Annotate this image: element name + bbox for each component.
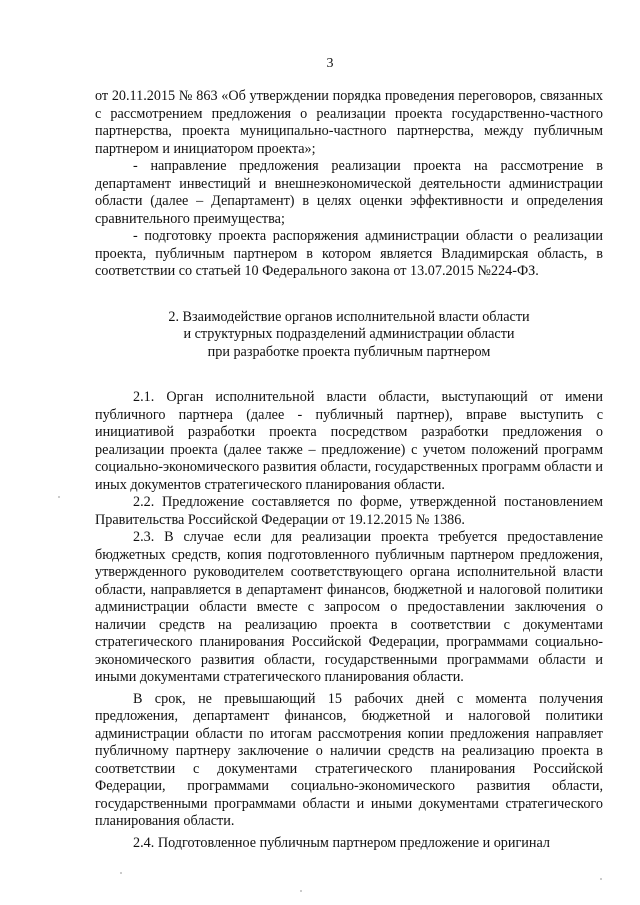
paragraph-2-4: 2.4. Подготовленное публичным партнером предложение и оригинал <box>133 834 550 851</box>
section-heading-line: 2. Взаимодействие органов исполнительной власти области <box>168 308 530 325</box>
section-heading-line: и структурных подразделений администрации области <box>183 326 515 342</box>
scan-speck <box>300 890 302 892</box>
section-heading-line: при разработке проекта публичным партнером <box>207 343 491 360</box>
paragraph-2-3: 2.3. В случае если для реализации проекта требуется предоставление бюджетных средств, копия подготовленного публичным партнером предложения, утвержденного руководителем соответствующего органа исполнительной власти области, направляется в департамент финансов, бюджетной и налоговой политики администрации области вместе с запросом о предоставлении заключения о наличии средств на реализацию проекта в соответствии с документами стратегического планирования Российской Федерации, программами социально-экономического развития области, государственными программами области и иными документами стратегического планирования области. <box>95 529 603 685</box>
scan-speck <box>58 496 60 498</box>
paragraph-continuation: от 20.11.2015 № 863 «Об утверждении порядка проведения переговоров, связанных с рассмотрением предложения о реализации проекта государственно-частного партнерства, проекта муниципально-частного партнерства, между публичным партнером и инициатором проекта»; <box>95 88 603 157</box>
section-heading <box>95 309 603 362</box>
list-item-direction: - направление предложения реализации проекта на рассмотрение в департамент инвестиций и внешнеэкономической деятельности администрации области (далее – Департамент) в целях оценки эффективности и определения сравнительного преимущества; <box>95 158 603 227</box>
scan-speck <box>120 872 122 874</box>
paragraph-2-1: 2.1. Орган исполнительной власти области, выступающий от имени публичного партнера (далее - публичный партнер), вправе выступить с инициативой разработки проекта посредством разработки предложения о реализации проекта (далее также – предложение) с учетом положений программ социально-экономического развития области, государственных программ области и иных документов стратегического планирования области. <box>95 389 603 493</box>
paragraph-2-2: 2.2. Предложение составляется по форме, утвержденной постановлением Правительства Российской Федерации от 19.12.2015 № 1386. <box>95 494 603 528</box>
document-body <box>95 88 603 852</box>
scan-speck <box>600 878 602 880</box>
page-number: 3 <box>326 56 334 71</box>
paragraph-deadline: В срок, не превышающий 15 рабочих дней с момента получения предложения, департамент финансов, бюджетной и налоговой политики администрации области по итогам рассмотрения копии предложения направляет публичному партнеру заключение о наличии средств на реализацию проекта в соответствии с документами стратегического планирования Российской Федерации, программами социально-экономического развития области, государственными программами области и иными документами стратегического планирования области. <box>95 690 603 829</box>
list-item-preparation: - подготовку проекта распоряжения администрации области о реализации проекта, публичным партнером в котором является Владимирская область, в соответствии со статьей 10 Федерального закона от 13.07.2015 №224-ФЗ. <box>95 228 603 279</box>
